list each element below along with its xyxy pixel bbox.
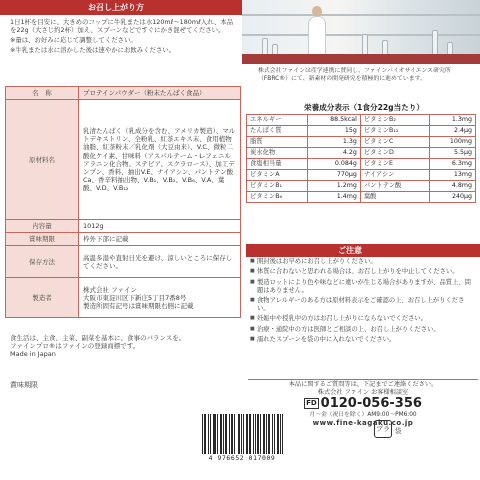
info-row	[6, 220, 241, 233]
barcode-bar	[282, 414, 283, 454]
freedial-icon: FD	[306, 399, 317, 408]
info-key: 名 称	[6, 87, 79, 100]
researcher	[308, 16, 326, 56]
contact-phone	[248, 396, 478, 412]
nutrient-value: 4.8mg	[430, 181, 476, 192]
barcode-bar	[205, 414, 206, 454]
barcode-bar	[266, 414, 267, 454]
nutrient-name: 食塩相当量	[247, 159, 308, 170]
nutrient-value: 770μg	[308, 170, 361, 181]
nutrient-value: 100mg	[430, 137, 476, 148]
nutrient-value: 0.084g	[308, 159, 361, 170]
nutrition-row	[247, 126, 476, 137]
caution-item: ■ 製造ロットにより色や味などに違いが生じる場合がありますが、品質上、問題はありません。	[250, 279, 476, 295]
barcode-bar	[234, 414, 235, 454]
nutrient-name: ビタミンB₂	[360, 115, 430, 126]
barcode-bar	[213, 414, 214, 454]
info-key: 内容量	[6, 220, 79, 233]
contact-hours: 月〜金（祝日を除く）AM9:00〜PM6:00	[309, 411, 417, 418]
nutrient-name: パントテン酸	[360, 181, 430, 192]
barcode-bar	[229, 414, 230, 454]
barcode-bar	[249, 414, 250, 454]
barcode-bar	[220, 414, 221, 454]
howto-text: 1日1杯を目安に、大きめのコップに牛乳または水120mℓ〜180mℓ入れ、本品を22g（大さじ約2杯）加え、スプーンなどですぐにかき混ぜてください。	[10, 18, 234, 34]
caution-item: ■ 開封後はお早めにお召し上がりください。	[250, 258, 476, 266]
barcode-bar	[210, 414, 211, 454]
info-key: 保存方法	[6, 246, 79, 278]
nutrition-row	[247, 159, 476, 170]
barcode-bar	[231, 414, 232, 454]
barcode-bar	[264, 414, 265, 454]
nutrient-value: 13mg	[430, 170, 476, 181]
nutrient-name: エネルギー	[247, 115, 308, 126]
nutrient-name: ビタミンD	[360, 148, 430, 159]
nutrient-value: 4.2g	[308, 148, 361, 159]
nutrient-value: 2.4μg	[430, 126, 476, 137]
footnotes	[10, 334, 250, 358]
barcode-bar	[277, 414, 278, 454]
product-info-table	[5, 86, 241, 318]
nutrition-row	[247, 192, 476, 203]
expiry-label: 賞味期限	[10, 381, 38, 389]
lab-shelf	[242, 14, 480, 16]
nutrient-value: 1.2mg	[308, 181, 361, 192]
nutrient-name: ビタミンE	[360, 159, 430, 170]
info-row	[6, 246, 241, 278]
info-row	[6, 87, 241, 100]
website-url: www.fine-kagaku.co.jp	[312, 418, 414, 427]
barcode-bar	[225, 414, 226, 454]
recycle-icon: プラ	[374, 420, 392, 438]
nutrient-name: ビタミンC	[360, 137, 430, 148]
barcode-bar	[241, 414, 242, 454]
info-value: 高温多湿や直射日光を避け、涼しいところに保存してください。	[79, 246, 241, 278]
contact-department: 株式会社 ファイン お客様相談室	[317, 388, 409, 396]
barcode-bar	[243, 414, 244, 454]
barcode-bar	[257, 414, 258, 454]
info-key: 原材料名	[6, 100, 79, 220]
barcode-bar	[221, 414, 222, 454]
nutrient-value: 15g	[308, 126, 361, 137]
nutrient-name: ビタミンA	[247, 170, 308, 181]
nutrition-row	[247, 137, 476, 148]
contact-divider	[248, 379, 478, 380]
nutrition-row	[247, 148, 476, 159]
barcode-bar	[223, 414, 224, 454]
caution-list	[250, 258, 476, 346]
barcode-bar	[232, 414, 233, 454]
howto-header	[0, 0, 238, 15]
barcode-bar	[202, 414, 203, 454]
caution-title: ご注意	[338, 245, 362, 255]
nutrient-name: 葉酸	[360, 192, 430, 203]
barcode	[200, 412, 284, 458]
barcode-bar	[246, 414, 247, 454]
barcode-bar	[258, 414, 259, 454]
contact-intro: 本品に関するご質問等は、下記までご連絡ください。	[288, 381, 438, 388]
nutrition-row	[247, 115, 476, 126]
barcode-bar	[238, 414, 239, 454]
info-value: 株式会社 ファイン 大阪市東淀川区下新庄5丁目7番8号 製造所固有記号は賞味期限右側に記載	[79, 278, 241, 318]
barcode-bar	[280, 414, 281, 454]
barcode-bar	[260, 414, 261, 454]
info-row	[6, 278, 241, 318]
trademark-note: ファインプロ®はファインの登録商標です。	[10, 342, 140, 351]
origin-note: Made in Japan	[10, 350, 56, 359]
lab-photo	[242, 0, 480, 64]
nutrition-table	[246, 114, 476, 203]
barcode-bar	[272, 414, 273, 454]
phone-number: 0120-056-356	[320, 395, 422, 411]
info-key: 賞味期限	[6, 233, 79, 246]
howto-section	[10, 18, 238, 56]
nutrient-name: ナイアシン	[360, 170, 430, 181]
nutrient-value: 1.3mg	[430, 115, 476, 126]
caution-item: ■ 妊娠中や授乳中の方はお召し上がりにならないでください。	[250, 315, 476, 323]
nutrient-value: 88.5kcal	[308, 115, 361, 126]
photo-strip	[242, 54, 480, 64]
barcode-bar	[250, 414, 251, 454]
nutrient-value: 6.3mg	[430, 159, 476, 170]
nutrient-value: 5.5μg	[430, 148, 476, 159]
info-row	[6, 100, 241, 220]
nutrient-value: 240μg	[430, 192, 476, 203]
barcode-bar	[274, 414, 275, 454]
nutrient-value: 1.3g	[308, 137, 361, 148]
nutrient-name: たんぱく質	[247, 126, 308, 137]
barcode-bar	[215, 414, 216, 454]
caution-item: ■ 体質に合わないと思われる場合は、お召し上がりを中止してください。	[250, 268, 476, 276]
barcode-bar	[278, 414, 279, 454]
barcode-bar	[204, 414, 205, 454]
info-value: 枠外下部に記載	[79, 233, 241, 246]
howto-title: お召し上がり方	[88, 2, 144, 12]
barcode-bar	[217, 414, 218, 454]
nutrition-title: 栄養成分表示（1食分22g当たり）	[303, 103, 424, 112]
lab-shelf	[242, 34, 480, 36]
info-value: 乳清たんぱく（乳成分を含む、アメリカ製造）、マルトデキストリン、全粉乳、紅茶エキス末、食用植物油脂、紅茶粉末／乳化剤（大豆由来）、V.C、微粒二酸化ケイ素、甘味料（アスパルテーム・L-フェニルアラニン化合物、ステビア、スクラロース）、加工デンプン、香料、抽出V.E、ナイアシン、パントテン酸Ca、香辛料抽出物、V.B₁、V.B₂、V.B₆、V.A、葉酸、V.D、V.B₁₂	[79, 100, 241, 220]
barcode-bar	[247, 414, 248, 454]
nutrient-value: 1.4mg	[308, 192, 361, 203]
nutrient-name: 脂質	[247, 137, 308, 148]
caution-item: ■ 治療・通院中の方は医師とご相談の上、お召し上がりください。	[250, 326, 476, 334]
howto-note-drink: ※牛乳または水に溶かした後は速やかにお飲みください。	[10, 46, 176, 54]
barcode-bar	[208, 414, 209, 454]
nutrition-row	[247, 170, 476, 181]
barcode-bar	[239, 414, 240, 454]
barcode-bar	[268, 414, 269, 454]
info-key: 製造者	[6, 278, 79, 318]
recycle-label: 袋	[395, 427, 402, 435]
howto-note-amount: ※量は、お好みに応じて調整してください。	[10, 36, 137, 44]
barcode-bar	[214, 414, 215, 454]
info-value: 1012g	[79, 220, 241, 233]
company-about: 株式会社ファインは産学連携に賛同し、ファインバイオサイエンス研究所（FBRC®）にて、新素材の開発研究を積極的に進めています。	[258, 68, 451, 82]
nutrient-name: ビタミンB₁	[247, 181, 308, 192]
info-row	[6, 233, 241, 246]
barcode-bar	[253, 414, 254, 454]
nutrition-row	[247, 181, 476, 192]
barcode-bar	[263, 414, 264, 454]
barcode-bar	[255, 414, 256, 454]
info-value: プロテインパウダー（粉末たんぱく食品）	[79, 87, 241, 100]
diet-note: 食生活は、主食、主菜、副菜を基本に、食事のバランスを。	[10, 334, 186, 342]
barcode-bar	[226, 414, 227, 454]
barcode-number: 4 976652 017009	[208, 454, 276, 462]
nutrient-name: ビタミンB₆	[247, 192, 308, 203]
nutrient-name: 炭水化物	[247, 148, 308, 159]
caution-header	[246, 244, 480, 257]
nutrient-name: ビタミンB₁₂	[360, 126, 430, 137]
barcode-bar	[269, 414, 270, 454]
caution-item: ■ 濡れたスプーンを袋の中に入れないでください。	[250, 336, 476, 344]
caution-item: ■ 食物アレルギーのある方は原材料表示をご確認の上、お召し上がりください。	[250, 297, 476, 313]
